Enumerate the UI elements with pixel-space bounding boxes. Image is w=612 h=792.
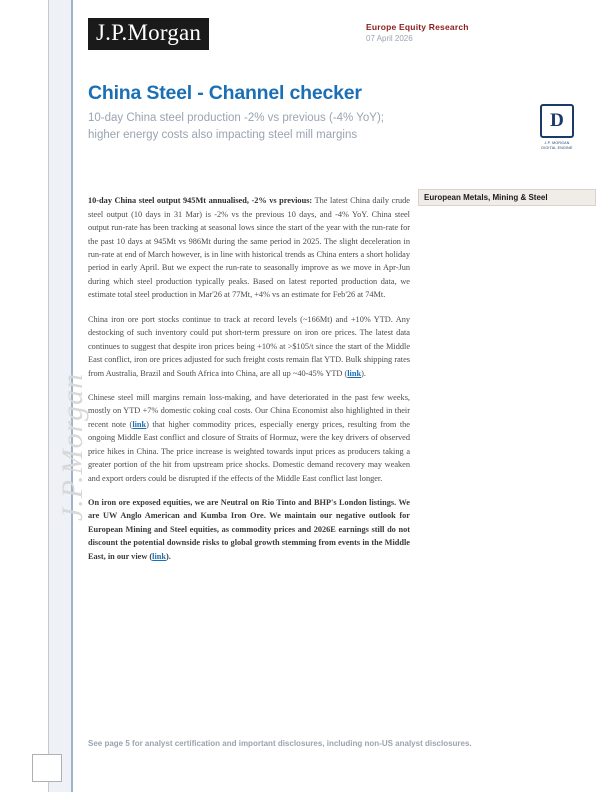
paragraph-4-tail: ). [166,551,171,561]
page-title: China Steel - Channel checker [88,82,362,104]
paragraph-2 [88,313,410,380]
paragraph-2-tail: ). [361,368,366,378]
seal-caption: J.P. MORGAN DIGITAL ENGINE [541,141,573,150]
corner-box [32,754,62,782]
article-body [88,186,410,574]
paragraph-3-tail: ) that higher commodity prices, especially energy prices, resulting from the ongoing Middle East conflict and closure of Straits of Hormuz, were the key drivers of observed price hikes in China. The price increase is weighted towards input prices as producers taking a greater portion of the hit from upstream price shocks. Domestic demand recovery may weaken and export orders could be disrupted if the effects of the Middle East conflict last longer. [88,419,410,483]
paragraph-2-link[interactable]: link [347,368,362,378]
footer-disclosure-note: See page 5 for analyst certification and important disclosures, including non-US analyst disclosures. [88,739,472,748]
paragraph-1-text: The latest China daily crude steel output (10 days in 31 Mar) is -2% vs the previous 10 days, and -4% YoY. China steel output run-rate has been tracking at seasonal lows since the start of the year with the run-rate for the past 10 days at 945Mt vs 986Mt during the same period in 2025. The slight deceleration in run-rate at end of March however, is in line with historical trends as China enters a short holiday period in early April. But we expect the run-rate to seasonally improve as we move in Apr-Jun during which steel production typically peaks. Based on latest reported production data, we estimate total steel production in Mar'26 at 77Mt, +4% vs an estimate for Feb'26 at 74Mt. [88,196,410,300]
header-right-block [366,22,576,43]
paragraph-4 [88,496,410,563]
paragraph-3-text: Chinese steel mill margins remain loss-making, and have deteriorated in the past few weeks, mostly on YTD +7% domestic coking coal costs. Our China Economist also highlighted in their recent note ( [88,392,410,429]
sector-badge [418,189,596,206]
paragraph-1-lead: 10-day China steel output 945Mt annualised, -2% vs previous: [88,196,313,206]
publication-date: 07 April 2026 [366,34,413,43]
paragraph-2-text: China iron ore port stocks continue to track at record levels (~166Mt) and +10% YTD. Any destocking of such inventory could put short-term pressure on iron ore prices. The latest data continues to suggest that despite iron prices being +10% at >$105/t since the start of the Middle East conflict, iron ore prices adjusted for such freight costs remain flat YTD. Bulk shipping rates from Australia, Brazil and South Africa into China, are all up ~40-45% YTD ( [88,314,410,378]
jpmorgan-logo: J.P.Morgan [88,18,209,50]
sector-badge-label: European Metals, Mining & Steel [424,193,548,202]
paragraph-1 [88,194,410,302]
paragraph-3 [88,391,410,485]
research-region-label: Europe Equity Research [366,22,469,32]
paragraph-4-link[interactable]: link [152,551,166,561]
paragraph-3-link[interactable]: link [132,419,147,429]
watermark-text: J.P.Morgan [56,372,89,522]
seal-badge-icon: D [540,104,574,138]
page-subtitle: 10-day China steel production -2% vs previous (-4% YoY); higher energy costs also impacting steel mill margins [88,112,384,141]
left-rail [0,0,48,792]
award-seal [538,104,576,152]
paragraph-4-text: On iron ore exposed equities, we are Neutral on Rio Tinto and BHP's London listings. We are UW Anglo American and Kumba Iron Ore. We maintain our negative outlook for European Mining and Steel equities, as commodity prices and 2026E earnings still do not discount the potential downside risks to global growth stemming from events in the Middle East, in our view ( [88,498,410,561]
